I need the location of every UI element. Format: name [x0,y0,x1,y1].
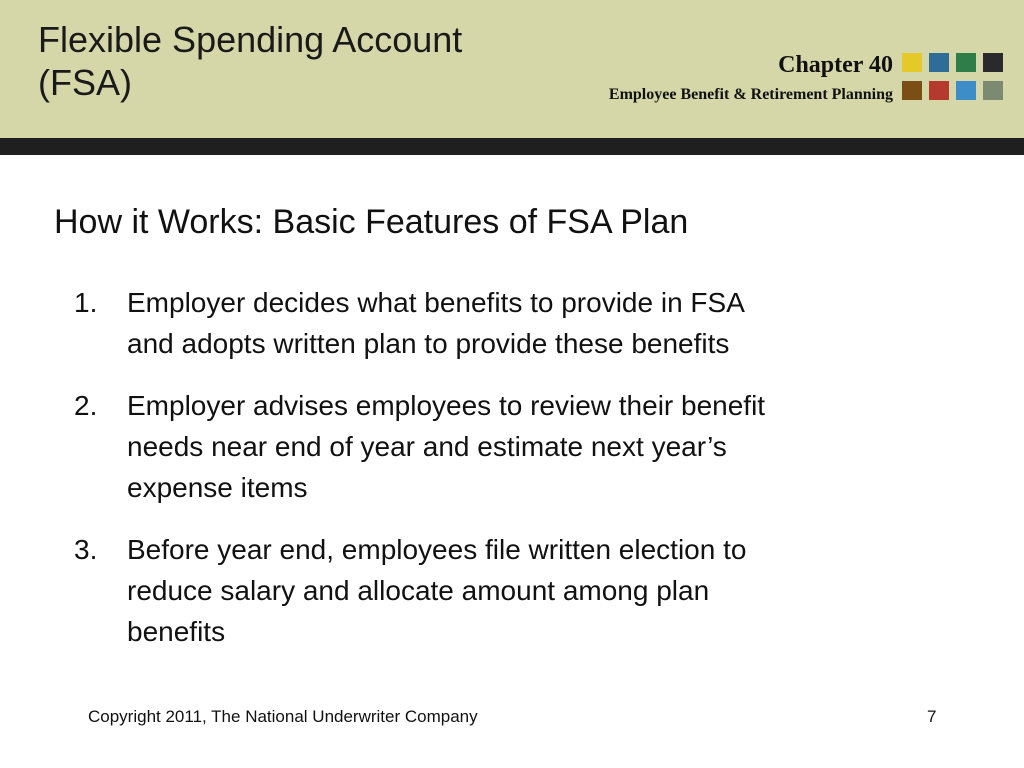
section-heading: How it Works: Basic Features of FSA Plan [54,203,689,241]
swatch-brown [902,81,922,100]
page-number: 7 [927,707,937,726]
swatch-light-blue [956,81,976,100]
copyright-footer: Copyright 2011, The National Underwriter Company [88,707,478,726]
swatch-black [983,53,1003,72]
chapter-label: Chapter 40 [778,52,893,78]
swatch-red [929,81,949,100]
slide-title-line-1: Flexible Spending Account [38,19,463,60]
swatch-blue [929,53,949,72]
swatch-green [956,53,976,72]
list-item-text: and adopts written plan to provide these benefits [127,328,730,359]
list-item-text: reduce salary and allocate amount among plan [127,575,710,606]
list-item-number: 2. [74,390,98,421]
list-item-text: benefits [127,616,226,647]
list-item-text: Employer decides what benefits to provide in FSA [127,287,745,318]
list-item [74,529,934,652]
book-title: Employee Benefit & Retirement Planning [608,86,893,103]
list-item [74,282,934,364]
list-item-text: needs near end of year and estimate next year’s [127,431,727,462]
swatch-yellow [902,53,922,72]
list-item-text: Before year end, employees file written election to [127,534,747,565]
header-divider-bar [0,138,1024,155]
header-band [0,0,1024,138]
list-item [74,385,934,508]
color-swatch-logo [902,53,1006,103]
list-item-text: expense items [127,472,308,503]
swatch-gray-green [983,81,1003,100]
list-item-number: 3. [74,534,98,565]
list-item-text: Employer advises employees to review their benefit [127,390,766,421]
slide-title-line-2: (FSA) [38,62,132,103]
list-item-number: 1. [74,287,98,318]
slide-title [38,18,538,104]
feature-list [74,282,934,673]
